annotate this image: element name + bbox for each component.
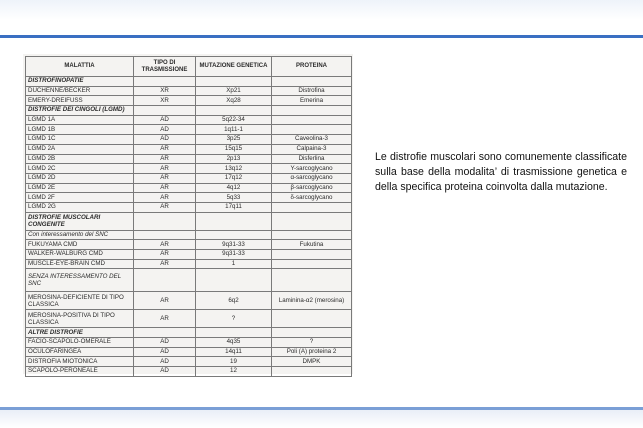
cell-trasmissione [134, 328, 196, 338]
table-row [26, 269, 352, 292]
cell-proteina [272, 212, 352, 230]
cell-malattia: OCULOFARINGEA [26, 347, 134, 357]
cell-malattia: Con interessamento del SNC [26, 230, 134, 240]
table-header-row [26, 57, 352, 77]
muscular-dystrophy-table [25, 56, 352, 377]
cell-proteina: ? [272, 338, 352, 348]
cell-proteina: α-sarcoglycano [272, 173, 352, 183]
cell-mutazione: 5q33 [196, 193, 272, 203]
cell-proteina [272, 269, 352, 292]
cell-malattia: MEROSINA-POSITIVA DI TIPO CLASSICA [26, 310, 134, 328]
table-row [26, 292, 352, 310]
table-row [26, 164, 352, 174]
cell-mutazione: ? [196, 310, 272, 328]
cell-proteina [272, 310, 352, 328]
cell-proteina: DMPK [272, 357, 352, 367]
cell-mutazione: 19 [196, 357, 272, 367]
cell-malattia: LGMD 2D [26, 173, 134, 183]
table-row [26, 77, 352, 87]
cell-trasmissione: AR [134, 173, 196, 183]
cell-trasmissione [134, 230, 196, 240]
header-divider [0, 35, 643, 38]
cell-malattia: MEROSINA-DEFICIENTE DI TIPO CLASSICA [26, 292, 134, 310]
cell-trasmissione: AR [134, 164, 196, 174]
cell-mutazione: 9q31-33 [196, 250, 272, 260]
cell-proteina [272, 125, 352, 135]
cell-mutazione [196, 328, 272, 338]
cell-malattia: LGMD 2E [26, 183, 134, 193]
cell-mutazione: 2p13 [196, 154, 272, 164]
cell-trasmissione [134, 77, 196, 87]
description-paragraph: Le distrofie muscolari sono comunemente classificate sulla base della modalita’ di trasmissione genetica e della specifica proteina coinvolta dalla mutazione. [375, 151, 627, 193]
table-row [26, 135, 352, 145]
cell-trasmissione [134, 106, 196, 116]
table-row [26, 367, 352, 377]
table-row [26, 154, 352, 164]
cell-mutazione: Xq28 [196, 96, 272, 106]
cell-malattia: LGMD 1A [26, 115, 134, 125]
cell-mutazione: 17q11 [196, 202, 272, 212]
table-row [26, 183, 352, 193]
cell-mutazione: 1q11-1 [196, 125, 272, 135]
cell-trasmissione: AR [134, 144, 196, 154]
cell-proteina [272, 250, 352, 260]
cell-proteina: Emerina [272, 96, 352, 106]
cell-proteina [272, 328, 352, 338]
cell-trasmissione: AR [134, 292, 196, 310]
footer-band [0, 410, 643, 428]
table-row [26, 173, 352, 183]
cell-trasmissione: AD [134, 347, 196, 357]
cell-malattia: WALKER-WALBURG CMD [26, 250, 134, 260]
cell-trasmissione: AR [134, 193, 196, 203]
cell-trasmissione: AD [134, 125, 196, 135]
table-row [26, 212, 352, 230]
cell-mutazione [196, 230, 272, 240]
cell-trasmissione: AR [134, 250, 196, 260]
table-row [26, 259, 352, 269]
cell-proteina: Poli (A) proteina 2 [272, 347, 352, 357]
cell-malattia: LGMD 2A [26, 144, 134, 154]
cell-proteina: Disferlina [272, 154, 352, 164]
header-mutazione: MUTAZIONE GENETICA [196, 57, 272, 77]
cell-proteina: Y-sarcoglycano [272, 164, 352, 174]
table-row [26, 106, 352, 116]
header-trasmissione: TIPO DI TRASMISSIONE [134, 57, 196, 77]
cell-mutazione: 15q15 [196, 144, 272, 154]
cell-malattia: DUCHENNE/BECKER [26, 86, 134, 96]
cell-mutazione: Xp21 [196, 86, 272, 96]
cell-trasmissione: AR [134, 154, 196, 164]
cell-malattia: EMERY-DREIFUSS [26, 96, 134, 106]
cell-trasmissione: AD [134, 115, 196, 125]
table-row [26, 96, 352, 106]
cell-proteina: Calpaina-3 [272, 144, 352, 154]
cell-malattia: SCAPOLO-PERONEALE [26, 367, 134, 377]
table-row [26, 338, 352, 348]
cell-proteina [272, 115, 352, 125]
cell-mutazione: 13q12 [196, 164, 272, 174]
header-proteina: PROTEINA [272, 57, 352, 77]
cell-malattia: DISTROFINOPATIE [26, 77, 134, 87]
cell-malattia: ALTRE DISTROFIE [26, 328, 134, 338]
header-band [0, 0, 643, 36]
cell-proteina: Fukutina [272, 240, 352, 250]
cell-mutazione: 3p25 [196, 135, 272, 145]
cell-malattia: DISTROFIE DEI CINGOLI (LGMD) [26, 106, 134, 116]
cell-proteina: Laminina-α2 (merosina) [272, 292, 352, 310]
cell-malattia: LGMD 2B [26, 154, 134, 164]
table-row [26, 310, 352, 328]
table-row [26, 240, 352, 250]
cell-trasmissione: AD [134, 357, 196, 367]
header-malattia: MALATTIA [26, 57, 134, 77]
cell-malattia: LGMD 1B [26, 125, 134, 135]
cell-mutazione [196, 77, 272, 87]
cell-trasmissione: AR [134, 259, 196, 269]
table-row [26, 250, 352, 260]
table-row [26, 202, 352, 212]
cell-malattia: SENZA INTERESSAMENTO DEL SNC [26, 269, 134, 292]
cell-trasmissione: AD [134, 135, 196, 145]
cell-proteina [272, 367, 352, 377]
scanned-table-image [23, 54, 353, 374]
cell-proteina [272, 202, 352, 212]
cell-proteina [272, 259, 352, 269]
cell-mutazione: 4q35 [196, 338, 272, 348]
cell-proteina: β-sarcoglycano [272, 183, 352, 193]
cell-malattia: LGMD 1C [26, 135, 134, 145]
cell-proteina: Distrofina [272, 86, 352, 96]
cell-trasmissione: AD [134, 338, 196, 348]
cell-mutazione: 17q12 [196, 173, 272, 183]
cell-malattia: FUKUYAMA CMD [26, 240, 134, 250]
cell-mutazione: 4q12 [196, 183, 272, 193]
table-row [26, 125, 352, 135]
cell-malattia: LGMD 2F [26, 193, 134, 203]
cell-mutazione: 14q11 [196, 347, 272, 357]
cell-malattia: DISTROFIE MUSCOLARI CONGENITE [26, 212, 134, 230]
cell-mutazione: 12 [196, 367, 272, 377]
cell-trasmissione: XR [134, 86, 196, 96]
cell-mutazione [196, 269, 272, 292]
cell-trasmissione: AR [134, 183, 196, 193]
cell-proteina: Caveolina-3 [272, 135, 352, 145]
cell-proteina [272, 77, 352, 87]
table-row [26, 347, 352, 357]
table-row [26, 230, 352, 240]
cell-trasmissione: AD [134, 367, 196, 377]
cell-malattia: LGMD 2G [26, 202, 134, 212]
cell-trasmissione: XR [134, 96, 196, 106]
cell-mutazione: 9q31-33 [196, 240, 272, 250]
cell-mutazione: 6q2 [196, 292, 272, 310]
cell-trasmissione [134, 269, 196, 292]
cell-malattia: DISTROFIA MIOTONICA [26, 357, 134, 367]
cell-malattia: MUSCLE-EYE-BRAIN CMD [26, 259, 134, 269]
cell-malattia: FACIO-SCAPOLO-OMERALE [26, 338, 134, 348]
cell-mutazione [196, 212, 272, 230]
cell-proteina: δ-sarcoglycano [272, 193, 352, 203]
cell-mutazione [196, 106, 272, 116]
cell-mutazione: 5q22-34 [196, 115, 272, 125]
table-body [26, 77, 352, 377]
table-row [26, 86, 352, 96]
table-row [26, 357, 352, 367]
cell-proteina [272, 106, 352, 116]
table-row [26, 115, 352, 125]
cell-mutazione: 1 [196, 259, 272, 269]
cell-trasmissione: AR [134, 202, 196, 212]
table-row [26, 144, 352, 154]
table-row [26, 193, 352, 203]
cell-trasmissione [134, 212, 196, 230]
table-row [26, 328, 352, 338]
cell-trasmissione: AR [134, 310, 196, 328]
cell-trasmissione: AR [134, 240, 196, 250]
cell-malattia: LGMD 2C [26, 164, 134, 174]
cell-proteina [272, 230, 352, 240]
